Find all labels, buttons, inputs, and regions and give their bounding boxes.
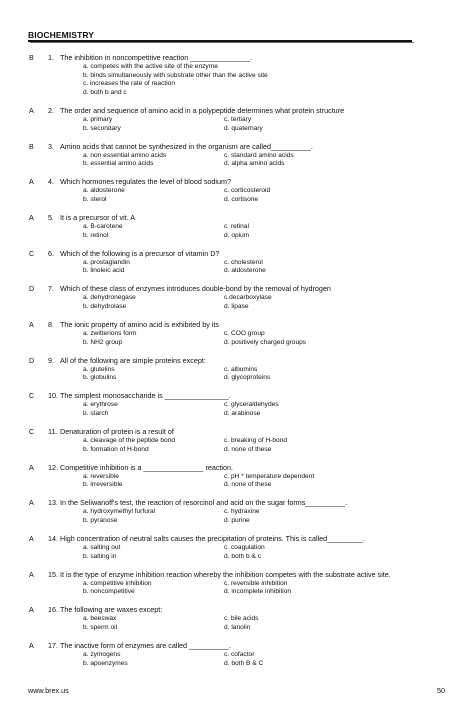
option: a. primary: [83, 116, 113, 124]
option-row: [0, 330, 474, 339]
option: a. non essential amino acids: [83, 151, 167, 159]
option: c. tertiary: [224, 116, 252, 124]
option-row: [0, 267, 474, 276]
option-row: [0, 660, 474, 669]
question-row: [0, 284, 474, 294]
question-row: [0, 213, 474, 223]
option: c. cofactor: [224, 651, 255, 659]
option: a. cleavage of the peptide bond: [83, 437, 176, 445]
option: d. glycoproteins: [224, 374, 271, 382]
question-list: [0, 53, 474, 677]
question-row: [0, 498, 474, 508]
question-stem: It is the type of enzyme inhibition reaction whereby the inhibition competes with the substrate active site.: [60, 569, 391, 579]
option: d. positively charged groups: [224, 338, 307, 346]
question-row: [0, 641, 474, 651]
options-group: [0, 259, 474, 276]
options-group: [0, 223, 474, 240]
question-stem: In the Seliwanoff's test, the reaction of resorcinol and acid on the sugar forms__________.: [60, 498, 348, 508]
options-group: [0, 580, 474, 597]
question-number: 9.: [48, 355, 54, 365]
question-row: [0, 463, 474, 473]
answer-key: D: [29, 284, 35, 294]
option: c. COO group: [224, 330, 265, 338]
option-row: [0, 232, 474, 241]
question-row: [0, 534, 474, 544]
question-stem: Which hormones regulates the level of blood sodium?: [60, 177, 231, 187]
question-item: [0, 53, 474, 98]
answer-key: A: [29, 640, 34, 650]
option-row: [0, 588, 474, 597]
question-row: [0, 427, 474, 437]
option-row: [0, 517, 474, 526]
question-number: 16.: [48, 605, 58, 615]
question-number: 15.: [48, 569, 58, 579]
option: c. pH * temperature dependent: [224, 472, 315, 480]
option-row: [0, 553, 474, 562]
option: b. essential amino acids: [83, 160, 154, 168]
option: b. sperm oil: [83, 624, 118, 632]
question-stem: The simplest monosaccharide is ________________.: [60, 391, 231, 401]
option: b. pyranose: [83, 517, 118, 525]
option: a. dehydronegase: [83, 294, 136, 302]
option: b. linoleic acid: [83, 267, 125, 275]
question-item: [0, 498, 474, 525]
option: b. irreversible: [83, 481, 123, 489]
question-stem: It is a precursor of vit. A: [60, 212, 136, 222]
option: b. NH2 group: [83, 338, 123, 346]
option-row: [0, 508, 474, 517]
question-item: [0, 284, 474, 311]
options-group: [0, 330, 474, 347]
question-number: 3.: [48, 141, 54, 151]
option-row: [0, 259, 474, 268]
option: d. none of these: [224, 481, 272, 489]
question-item: [0, 570, 474, 597]
question-stem: High concentration of neutral salts causes the precipitation of proteins. This is called_________.: [60, 533, 366, 543]
answer-key: B: [29, 141, 34, 151]
option-row: [0, 580, 474, 589]
options-group: [0, 437, 474, 454]
answer-key: C: [29, 391, 35, 401]
question-stem: The order and sequence of amino acid in a polypeptide determines what protein structure: [60, 105, 345, 115]
option: d. purine: [224, 517, 250, 525]
question-row: [0, 320, 474, 330]
option-row: [0, 294, 474, 303]
option: b. noncompetitive: [83, 588, 135, 596]
option-row: [0, 481, 474, 490]
question-item: [0, 534, 474, 561]
answer-key: A: [29, 177, 34, 187]
question-stem: The ionic property of amino acid is exhibited by its: [60, 319, 220, 329]
option: d. alpha amino acids: [224, 160, 285, 168]
option: d. cortisone: [224, 195, 259, 203]
option-row: [0, 187, 474, 196]
option-row: [0, 160, 474, 169]
options-group: [0, 473, 474, 490]
option: c. corticosteroid: [224, 187, 271, 195]
option-row: [0, 152, 474, 161]
option: c. bile acids: [224, 615, 259, 623]
option-row: [0, 72, 474, 81]
question-item: [0, 320, 474, 347]
option: b. apoenzymes: [83, 659, 128, 667]
question-number: 4.: [48, 177, 54, 187]
option: a. salting out: [83, 544, 121, 552]
options-group: [0, 651, 474, 668]
option: d. none of these: [224, 445, 272, 453]
option-row: [0, 446, 474, 455]
option: a. prostaglandin: [83, 258, 130, 266]
answer-key: C: [29, 248, 35, 258]
question-number: 17.: [48, 640, 58, 650]
option: d. arabinose: [224, 410, 261, 418]
options-group: [0, 544, 474, 561]
option: d. lanolin: [224, 624, 251, 632]
option: c. reversible inhibition: [224, 579, 288, 587]
option: c. breaking of H-bond: [224, 437, 288, 445]
option-row: [0, 374, 474, 383]
question-item: [0, 177, 474, 204]
question-number: 11.: [48, 426, 58, 436]
page-title: BIOCHEMISTRY: [28, 30, 95, 40]
option-row: [0, 80, 474, 89]
option: c. retinal: [224, 223, 249, 231]
option: c. hydraxine: [224, 508, 260, 516]
option: b. formation of H-bond: [83, 445, 149, 453]
question-number: 8.: [48, 319, 54, 329]
question-row: [0, 356, 474, 366]
option-row: [0, 63, 474, 72]
question-row: [0, 249, 474, 259]
option: d. quaternary: [224, 124, 263, 132]
options-group: [0, 63, 474, 97]
option: b. binds simultaneously with substrate other than the active site: [83, 71, 268, 79]
option: d. both B & C: [224, 659, 264, 667]
option: d. lipase: [224, 303, 249, 310]
question-stem: Denaturation of protein is a result of: [60, 426, 174, 436]
option: c. glyceraldehydes: [224, 401, 279, 409]
option: a. erythrose: [83, 401, 118, 409]
option: a. reversible: [83, 472, 119, 480]
option: a. glutelins: [83, 365, 115, 373]
option: d. both b and c: [83, 88, 127, 96]
option-row: [0, 615, 474, 624]
answer-key: A: [29, 569, 34, 579]
option: a. hydroxymethyl furfural: [83, 508, 156, 516]
option: b. dehydrolase: [83, 303, 127, 310]
option-row: [0, 303, 474, 312]
question-stem: The inhibition in noncompetitive reaction _______________.: [60, 53, 253, 62]
option: d. incomplete inhibition: [224, 588, 292, 596]
option-row: [0, 125, 474, 134]
question-number: 5.: [48, 212, 54, 222]
options-group: [0, 152, 474, 169]
option-row: [0, 116, 474, 125]
question-number: 2.: [48, 105, 54, 115]
option: a. competes with the active site of the enzyme: [83, 63, 218, 71]
options-group: [0, 294, 474, 311]
answer-key: A: [29, 105, 34, 115]
option-row: [0, 651, 474, 660]
question-number: 13.: [48, 498, 58, 508]
option-row: [0, 366, 474, 375]
option: c. standard amino acids: [224, 151, 294, 159]
page-number: 50: [437, 686, 445, 695]
question-stem: The inactive form of enzymes are called __________.: [60, 640, 232, 650]
question-item: [0, 356, 474, 383]
options-group: [0, 187, 474, 204]
question-item: [0, 427, 474, 454]
question-row: [0, 177, 474, 187]
question-item: [0, 641, 474, 668]
option: d. opium: [224, 231, 250, 239]
option-row: [0, 410, 474, 419]
option: a. beeswax: [83, 615, 117, 623]
option-row: [0, 196, 474, 205]
option: b. retinol: [83, 231, 109, 239]
option: a. B-carotene: [83, 223, 123, 231]
option-row: [0, 89, 474, 98]
option: a. aldosterone: [83, 187, 125, 195]
option-row: [0, 339, 474, 348]
question-stem: Which of these class of enzymes introduces double-bond by the removal of hydrogen: [60, 284, 331, 294]
question-number: 10.: [48, 391, 58, 401]
question-row: [0, 391, 474, 401]
option: b. starch: [83, 410, 109, 418]
option: c. cholesterol: [224, 258, 263, 266]
answer-key: A: [29, 605, 34, 615]
option: c. increases the rate of reaction: [83, 80, 175, 88]
question-item: [0, 142, 474, 169]
question-stem: All of the following are simple proteins except:: [60, 355, 206, 365]
question-item: [0, 249, 474, 276]
question-number: 1.: [48, 53, 54, 62]
option: b. secondary: [83, 124, 121, 132]
option: c. coagulation: [224, 544, 265, 552]
question-row: [0, 106, 474, 116]
option-row: [0, 624, 474, 633]
option: d. both b & c: [224, 552, 262, 560]
option: c. albumins: [224, 365, 258, 373]
options-group: [0, 401, 474, 418]
question-number: 7.: [48, 284, 54, 294]
question-row: [0, 605, 474, 615]
question-stem: The following are waxes except:: [60, 605, 163, 615]
option-row: [0, 223, 474, 232]
answer-key: C: [29, 426, 35, 436]
option: b. salting in: [83, 552, 117, 560]
option: b. sterol: [83, 195, 107, 203]
options-group: [0, 615, 474, 632]
question-item: [0, 213, 474, 240]
answer-key: A: [29, 462, 34, 472]
options-group: [0, 508, 474, 525]
question-stem: Competitive inhibition is a _______________ reaction.: [60, 462, 234, 472]
option: d. aldosterone: [224, 267, 266, 275]
option-row: [0, 437, 474, 446]
question-number: 12.: [48, 462, 58, 472]
answer-key: A: [29, 319, 34, 329]
option: a. zwitterions form: [83, 330, 137, 338]
header-rule-shadow: [30, 42, 414, 43]
question-stem: Which of the following is a precursor of vitamin D?: [60, 248, 220, 258]
answer-key: A: [29, 212, 34, 222]
question-item: [0, 106, 474, 133]
question-row: [0, 142, 474, 152]
question-row: [0, 570, 474, 580]
question-stem: Amino acids that cannot be synthesized in the organism are called__________.: [60, 141, 313, 151]
options-group: [0, 116, 474, 133]
answer-key: A: [29, 498, 34, 508]
option-row: [0, 401, 474, 410]
question-row: [0, 53, 474, 63]
answer-key: D: [29, 355, 35, 365]
answer-key: A: [29, 533, 34, 543]
option: a. competitive inhibition: [83, 579, 152, 587]
question-number: 6.: [48, 248, 54, 258]
option: b. globulins: [83, 374, 117, 382]
question-number: 14.: [48, 533, 58, 543]
options-group: [0, 366, 474, 383]
option-row: [0, 473, 474, 482]
question-item: [0, 391, 474, 418]
question-item: [0, 605, 474, 632]
footer-url: www.brex.us: [28, 686, 69, 695]
option: a. zymogens: [83, 651, 121, 659]
option: c.decarboxylase: [224, 294, 272, 302]
answer-key: B: [29, 53, 34, 62]
question-item: [0, 463, 474, 490]
option-row: [0, 544, 474, 553]
